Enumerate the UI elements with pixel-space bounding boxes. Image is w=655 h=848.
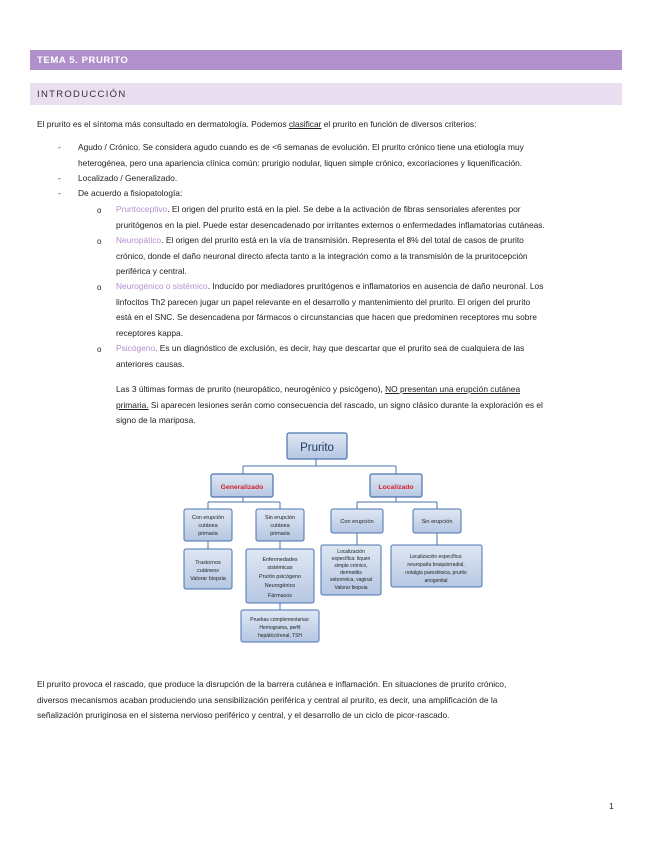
intro-text-post: el prurito en función de diversos criterios: — [321, 119, 477, 129]
diagram-node-localizado — [370, 474, 422, 497]
diagram-leaf-loc-con — [321, 545, 381, 595]
section-title: INTRODUCCIÓN — [37, 89, 127, 100]
diagram-g1d-line: Valorar biopsia — [190, 576, 226, 582]
page-number: 1 — [609, 801, 614, 811]
diagram-l1d-line: seborreica, vaginal — [330, 577, 372, 583]
bullet-1-line-2: heterogénea, pero una apariencia clínica común: prurigio nodular, liquen simple crónico, excoriaciones y liquenificación. — [78, 157, 523, 168]
intro-text-pre: El prurito es el síntoma más consultado en dermatología. Podemos — [37, 119, 289, 129]
diagram-node-loc-con-erupcion — [331, 509, 383, 533]
closing-line-3: señalización pruriginosa en el sistema nervioso periférico y central, y el desarrollo de un ciclo de picor-rascado. — [37, 710, 450, 720]
diagram-leaf-pruebas — [241, 610, 319, 642]
sub-bullet-circle: o — [97, 283, 102, 292]
note-underline-2: primaria. — [116, 399, 149, 410]
diagram-l2d-line: anogenital — [424, 578, 448, 584]
intro-underlined: clasificar — [288, 119, 322, 129]
note-underline-1: NO presentan una erupción cutánea — [385, 384, 521, 394]
closing-line-2: diversos mecanismos acaban produciendo una sensibilización periférica y central al prurito, es decir, una amplificación de la — [37, 694, 498, 705]
sub-bullet-circle: o — [97, 345, 102, 354]
psicogeno-term: Psicógeno — [116, 343, 156, 353]
diagram-l1d-line: Valorar biopsia — [334, 585, 368, 591]
sub-2-line-3: periférica y central. — [116, 266, 187, 276]
bullet-dash: - — [58, 188, 61, 198]
closing-line-1: El prurito provoca el rascado, que produce la disrupción de la barrera cutánea e inflamación. En situaciones de prurito crónico, — [37, 679, 507, 689]
diagram-g2e-line: hepático/renal, TSH — [257, 633, 303, 639]
sub-3-line-3: está en el SNC. Se desencadena por fármacos o circunstancias que hacen que predominen receptores mu sobre — [116, 312, 537, 322]
sub-1-line-1: . El origen del prurito está en la piel. Se debe a la activación de fibras sensoriales aferentes por — [167, 204, 521, 214]
diagram-g2d-line: Fármacos — [268, 593, 292, 599]
diagram-g2d-line: Prurito psicógeno — [259, 574, 301, 580]
bullet-fisiopatologia: De acuerdo a fisiopatología: — [78, 188, 183, 198]
diagram-loc-label: Localizado — [378, 484, 414, 491]
sub-4-line-2: anteriores causas. — [116, 358, 185, 369]
diagram-l1-line: Con erupción — [340, 519, 374, 525]
diagram-g1-line: Con erupción — [191, 515, 225, 521]
sub-2-line-1: . El origen del prurito está en la vía de transmisión. Representa el 8% del total de casos de prurito — [161, 235, 524, 245]
diagram-g2d-line: sistémicas — [267, 565, 293, 571]
bullet-dash: - — [58, 173, 61, 183]
diagram-g2-line: Sin erupción — [265, 515, 295, 521]
diagram-leaf-sistemicas — [246, 549, 314, 603]
bullet-dash: - — [58, 142, 61, 152]
diagram-g2e-line: Hemograma, perfil — [259, 625, 301, 631]
diagram-l1d-line: Localización — [337, 549, 365, 555]
sub-3-line-1: . Inducido por mediadores pruritógenos e inflamatorios en ausencia de daño neuronal. Los — [207, 281, 544, 291]
diagram-l2d-line: neuropatía braquiorradial, — [407, 562, 465, 568]
neuropatico-term: Neuropático — [116, 235, 162, 245]
diagram-root-label: Prurito — [300, 442, 334, 454]
diagram-g2e-line: Pruebas complementarias: — [250, 617, 310, 623]
diagram-l1d-line: dermatitis — [340, 570, 362, 576]
diagram-node-generalizado — [211, 474, 273, 497]
sub-bullet-circle: o — [97, 206, 102, 215]
diagram-g1d-line: cutáneos — [197, 568, 219, 574]
sub-3-line-4: receptores kappa. — [116, 327, 184, 338]
diagram-g2d-line: Enfermedades — [262, 557, 298, 563]
closing-paragraph — [37, 677, 622, 724]
diagram-g1-line: cutánea — [198, 523, 218, 529]
diagram-g2-line: primaria — [270, 531, 290, 537]
bullet-1-line-1: Agudo / Crónico. Se considera agudo cuando es de <6 semanas de evolución. El prurito crónico tiene una etiología muy — [78, 142, 524, 152]
diagram-g2d-line: Neurogénico — [264, 583, 296, 589]
diagram-node-root — [287, 433, 347, 459]
pruritoceptivo-term: Pruritoceptivo — [116, 204, 168, 214]
diagram-gen-label: Generalizado — [220, 484, 264, 491]
diagram-g1-line: primaria — [198, 531, 218, 537]
tema-title: TEMA 5. PRURITO — [37, 55, 129, 66]
sub-1-line-2: pruritógenos en la piel. Puede estar desencadenado por irritantes externos o enfermedades inflamatorias cutáneas. — [116, 219, 545, 230]
neurogenico-term: Neurogénico o sistémico — [116, 281, 208, 291]
sub-2-line-2: crónico, donde el daño neuronal directo afecta tanto a la integración como a la transmisión de la pruritocepción — [116, 250, 528, 261]
diagram-leaf-trastornos — [184, 549, 232, 589]
sub-bullet-circle: o — [97, 237, 102, 246]
diagram-node-gen-con-erupcion — [184, 509, 232, 541]
diagram-l2d-line: Localización específica: — [409, 554, 463, 560]
diagram-l2-line: Sin erupción — [421, 519, 453, 525]
diagram-l1d-line: simple crónico, — [334, 563, 368, 569]
note-post: Si aparecen lesiones serán como consecuencia del rascado, un signo clásico durante la exploración es el — [148, 399, 543, 410]
diagram-l1d-line: específica: liquen — [331, 556, 371, 562]
note-line-3: signo de la mariposa. — [116, 415, 196, 425]
sub-3-line-2: linfocitos Th2 parecen jugar un papel relevante en el desarrollo y mantenimiento del prurito. El origen del prurito — [116, 296, 531, 307]
diagram-l2d-line: notalgia parestésica, prurito — [405, 570, 467, 576]
note-pre: Las 3 últimas formas de prurito (neuropático, neurogénico y psicógeno), — [116, 384, 386, 394]
diagram-g2-line: cutánea — [270, 523, 290, 529]
diagram-node-loc-sin-erupcion — [413, 509, 461, 533]
bullet-localizado: Localizado / Generalizado. — [78, 173, 178, 183]
sub-4-line-1: . Es un diagnóstico de exclusión, es decir, hay que descartar que el prurito sea de cualquiera de las — [155, 343, 525, 353]
diagram-leaf-loc-sin — [391, 545, 482, 587]
diagram-node-gen-sin-erupcion — [256, 509, 304, 541]
diagram-g1d-line: Trastornos — [195, 560, 221, 566]
